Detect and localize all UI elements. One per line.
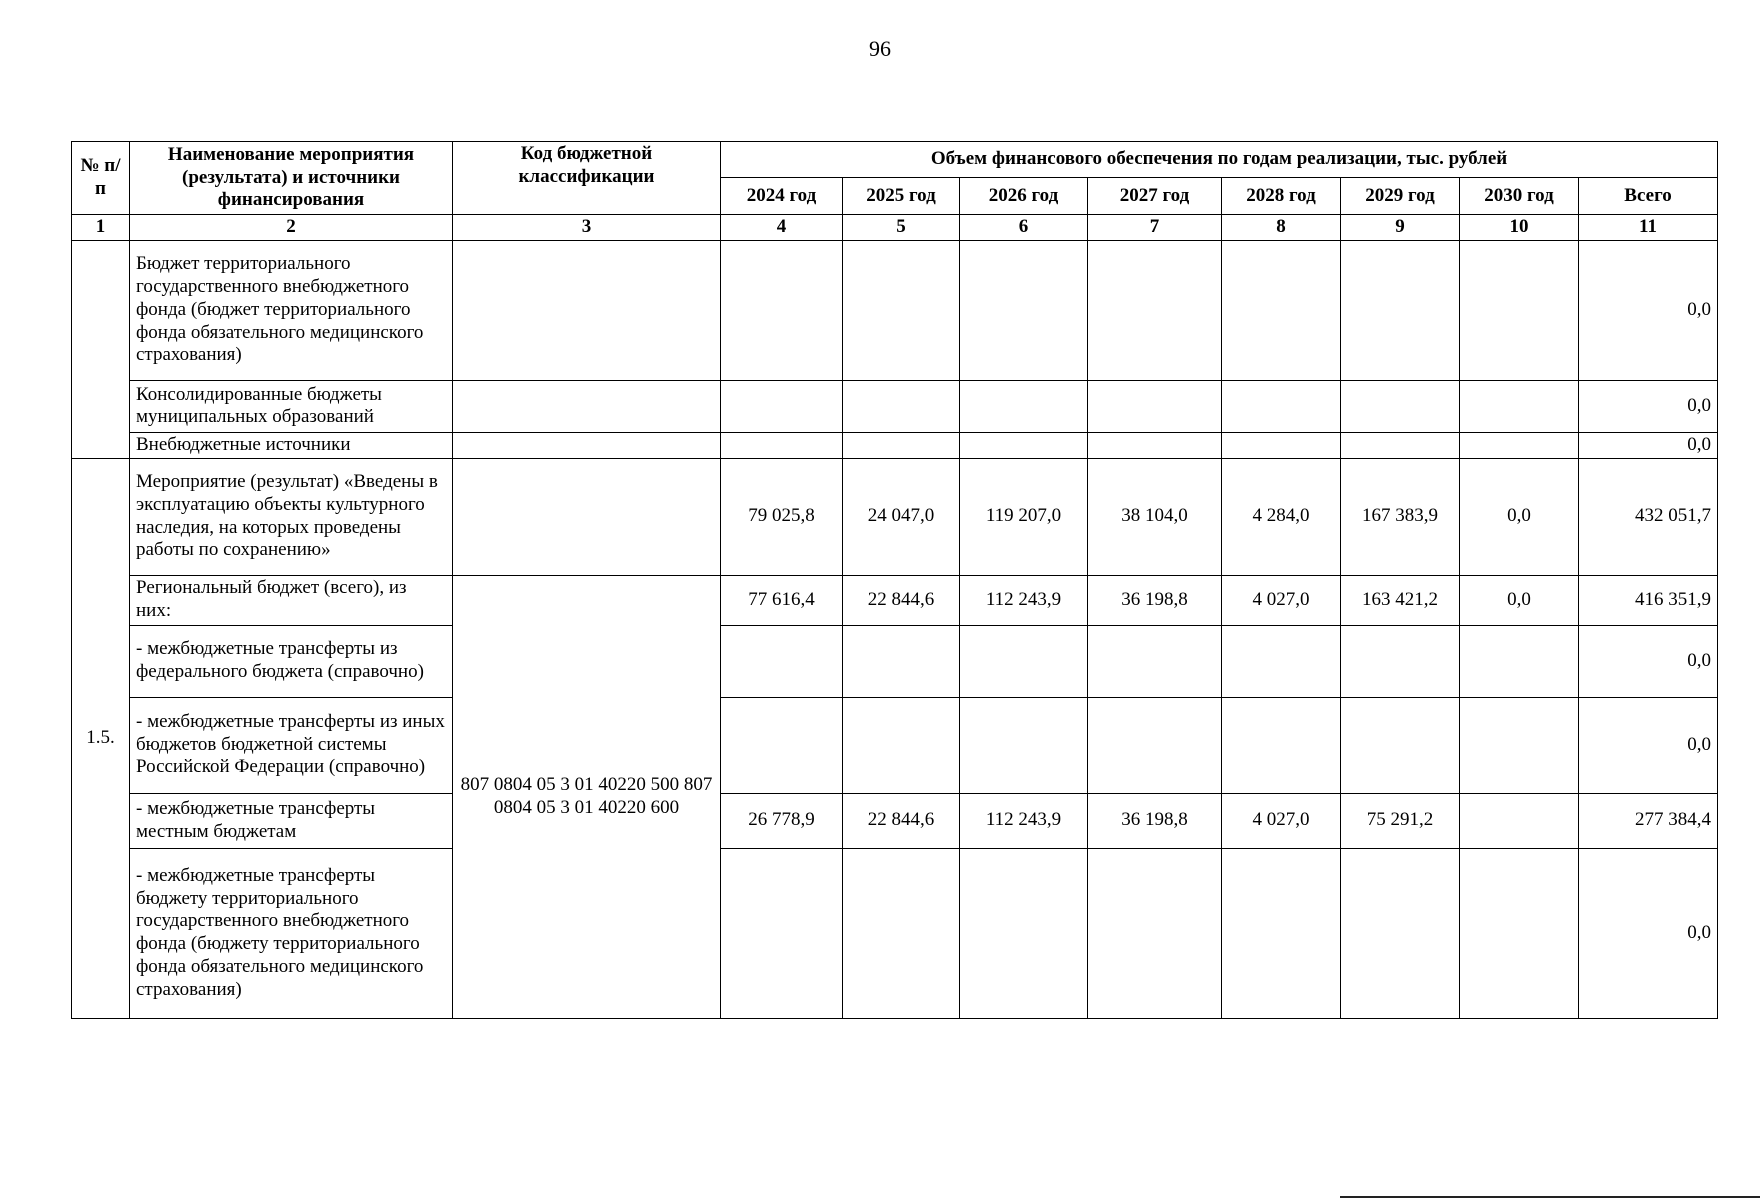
table-row — [72, 240, 1718, 380]
value-2026: 112 243,9 — [960, 793, 1088, 848]
value-2029 — [1341, 380, 1460, 432]
value-2027 — [1088, 380, 1222, 432]
row-name: Консолидированные бюджеты муниципальных образований — [130, 380, 453, 432]
value-2026 — [960, 697, 1088, 793]
value-2026: 112 243,9 — [960, 575, 1088, 625]
row-code — [453, 240, 721, 380]
col-number: 4 — [721, 215, 843, 241]
value-2029: 167 383,9 — [1341, 458, 1460, 575]
col-number: 6 — [960, 215, 1088, 241]
value-2028 — [1222, 697, 1341, 793]
col-number: 10 — [1460, 215, 1579, 241]
value-2025 — [843, 848, 960, 1018]
value-2030 — [1460, 380, 1579, 432]
header-total: Всего — [1579, 178, 1718, 215]
value-2028 — [1222, 432, 1341, 458]
value-2030 — [1460, 432, 1579, 458]
scan-edge-line — [1340, 1196, 1760, 1198]
value-2027: 38 104,0 — [1088, 458, 1222, 575]
value-total: 0,0 — [1579, 432, 1718, 458]
header-year-2026: 2026 год — [960, 178, 1088, 215]
row-code — [453, 432, 721, 458]
value-2028 — [1222, 240, 1341, 380]
table-row — [72, 625, 1718, 697]
value-2024 — [721, 697, 843, 793]
table-row — [72, 432, 1718, 458]
value-2024 — [721, 380, 843, 432]
value-2025: 22 844,6 — [843, 575, 960, 625]
value-2024 — [721, 625, 843, 697]
table-row — [72, 380, 1718, 432]
header-year-2027: 2027 год — [1088, 178, 1222, 215]
value-2024 — [721, 848, 843, 1018]
header-volume: Объем финансового обеспечения по годам реализации, тыс. рублей — [721, 142, 1718, 178]
value-total: 277 384,4 — [1579, 793, 1718, 848]
row-code — [453, 458, 721, 575]
value-2030 — [1460, 240, 1579, 380]
row-number-cell — [72, 240, 130, 458]
value-total: 0,0 — [1579, 240, 1718, 380]
budget-code: 807 0804 05 3 01 40220 500 807 0804 05 3 01 40220 600 — [453, 575, 721, 1018]
value-2026 — [960, 848, 1088, 1018]
header-name: Наименование мероприятия (результата) и источники финансирования — [130, 142, 453, 215]
column-numbers-row — [72, 215, 1718, 241]
value-2028: 4 284,0 — [1222, 458, 1341, 575]
col-number: 1 — [72, 215, 130, 241]
value-2026 — [960, 625, 1088, 697]
row-name: Бюджет территориального государственного внебюджетного фонда (бюджет территориального фонда обязательного медицинского страхования) — [130, 240, 453, 380]
value-2027: 36 198,8 — [1088, 793, 1222, 848]
value-2028 — [1222, 625, 1341, 697]
value-2024 — [721, 432, 843, 458]
value-total: 432 051,7 — [1579, 458, 1718, 575]
table-row — [72, 848, 1718, 1018]
col-number: 7 — [1088, 215, 1222, 241]
value-2024 — [721, 240, 843, 380]
header-year-2030: 2030 год — [1460, 178, 1579, 215]
value-2026 — [960, 380, 1088, 432]
value-2028 — [1222, 848, 1341, 1018]
header-year-2025: 2025 год — [843, 178, 960, 215]
header-year-2028: 2028 год — [1222, 178, 1341, 215]
value-2029 — [1341, 625, 1460, 697]
value-2027 — [1088, 240, 1222, 380]
value-2027 — [1088, 848, 1222, 1018]
header-code: Код бюджетной классификации — [453, 142, 721, 215]
row-name: Внебюджетные источники — [130, 432, 453, 458]
col-number: 2 — [130, 215, 453, 241]
value-2029 — [1341, 697, 1460, 793]
value-2027 — [1088, 697, 1222, 793]
table-row — [72, 458, 1718, 575]
value-2026: 119 207,0 — [960, 458, 1088, 575]
table-row — [72, 697, 1718, 793]
value-2024: 26 778,9 — [721, 793, 843, 848]
value-2030 — [1460, 697, 1579, 793]
value-total: 0,0 — [1579, 625, 1718, 697]
table-row — [72, 793, 1718, 848]
header-num: № п/п — [72, 142, 130, 215]
row-number: 1.5. — [72, 458, 130, 1018]
value-2029 — [1341, 848, 1460, 1018]
col-number: 3 — [453, 215, 721, 241]
row-name: - межбюджетные трансферты бюджету территориального государственного внебюджетного фонда (бюджету территориального фонда обязательного медицинского страхования) — [130, 848, 453, 1018]
value-2025 — [843, 240, 960, 380]
value-2030 — [1460, 848, 1579, 1018]
header-year-2029: 2029 год — [1341, 178, 1460, 215]
col-number: 11 — [1579, 215, 1718, 241]
table-row — [72, 575, 1718, 625]
row-name: - межбюджетные трансферты из федерального бюджета (справочно) — [130, 625, 453, 697]
value-2026 — [960, 240, 1088, 380]
budget-table — [71, 141, 1718, 1019]
value-total: 416 351,9 — [1579, 575, 1718, 625]
value-total: 0,0 — [1579, 697, 1718, 793]
value-2024: 77 616,4 — [721, 575, 843, 625]
row-name: - межбюджетные трансферты местным бюджетам — [130, 793, 453, 848]
header-row — [72, 142, 1718, 178]
value-2026 — [960, 432, 1088, 458]
value-2027 — [1088, 625, 1222, 697]
value-2025: 24 047,0 — [843, 458, 960, 575]
value-2030 — [1460, 625, 1579, 697]
row-name: Региональный бюджет (всего), из них: — [130, 575, 453, 625]
page-number: 96 — [869, 36, 891, 61]
value-total: 0,0 — [1579, 380, 1718, 432]
value-2030 — [1460, 793, 1579, 848]
value-2028: 4 027,0 — [1222, 575, 1341, 625]
value-2029: 163 421,2 — [1341, 575, 1460, 625]
row-name: Мероприятие (результат) «Введены в эксплуатацию объекты культурного наследия, на которых проведены работы по сохранению» — [130, 458, 453, 575]
header-year-2024: 2024 год — [721, 178, 843, 215]
row-name: - межбюджетные трансферты из иных бюджетов бюджетной системы Российской Федерации (справочно) — [130, 697, 453, 793]
value-2027: 36 198,8 — [1088, 575, 1222, 625]
row-code — [453, 380, 721, 432]
value-2029 — [1341, 240, 1460, 380]
value-2028 — [1222, 380, 1341, 432]
value-2028: 4 027,0 — [1222, 793, 1341, 848]
value-total: 0,0 — [1579, 848, 1718, 1018]
value-2025: 22 844,6 — [843, 793, 960, 848]
value-2029 — [1341, 432, 1460, 458]
value-2027 — [1088, 432, 1222, 458]
value-2030: 0,0 — [1460, 575, 1579, 625]
value-2025 — [843, 432, 960, 458]
value-2024: 79 025,8 — [721, 458, 843, 575]
value-2025 — [843, 380, 960, 432]
value-2025 — [843, 625, 960, 697]
col-number: 8 — [1222, 215, 1341, 241]
value-2029: 75 291,2 — [1341, 793, 1460, 848]
col-number: 5 — [843, 215, 960, 241]
value-2025 — [843, 697, 960, 793]
value-2030: 0,0 — [1460, 458, 1579, 575]
col-number: 9 — [1341, 215, 1460, 241]
